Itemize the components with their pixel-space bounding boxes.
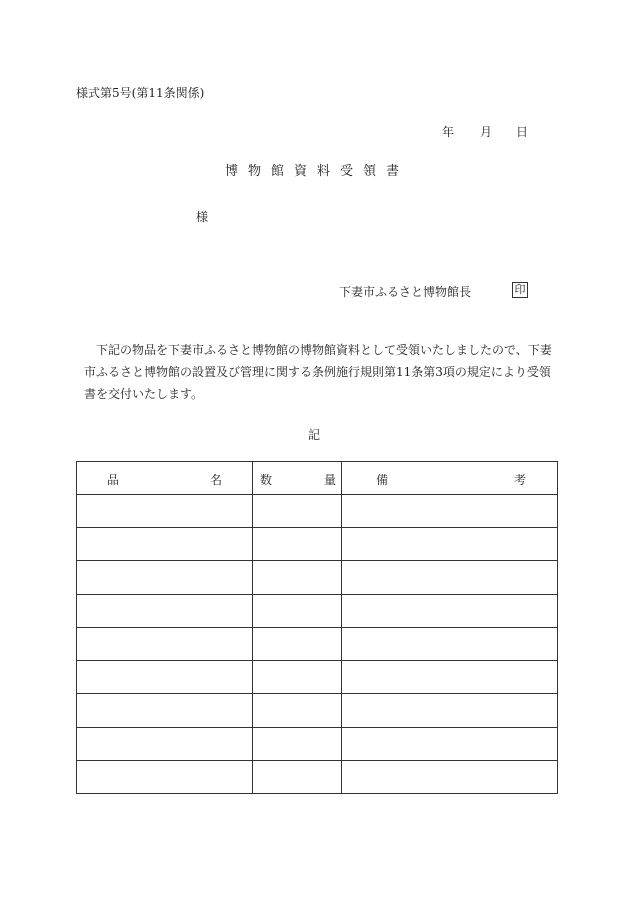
issuer-name: 下妻市ふるさと博物館長 [339, 285, 472, 299]
remarks-cell [342, 528, 558, 561]
title-char: 領 [363, 164, 377, 179]
date-day-label: 日 [516, 125, 529, 139]
table-row [77, 495, 558, 528]
item-name-cell [77, 627, 253, 660]
table-row [77, 694, 558, 727]
remarks-cell [342, 495, 558, 528]
table-header-row [77, 462, 558, 495]
quantity-cell [253, 561, 342, 594]
remarks-cell [342, 594, 558, 627]
quantity-cell [253, 528, 342, 561]
items-table [76, 461, 558, 794]
quantity-cell [253, 727, 342, 760]
title-char: 受 [340, 164, 354, 179]
remarks-cell [342, 694, 558, 727]
table-row [77, 727, 558, 760]
item-name-cell [77, 760, 253, 793]
header-remarks: 備 考 [342, 462, 558, 495]
table-row [77, 627, 558, 660]
title-char: 館 [271, 164, 285, 179]
table-row [77, 594, 558, 627]
title-char: 博 [225, 164, 239, 179]
quantity-cell [253, 627, 342, 660]
seal-mark: 印 [512, 282, 528, 298]
item-name-cell [77, 727, 253, 760]
quantity-cell [253, 661, 342, 694]
body-paragraph [84, 339, 564, 405]
item-name-cell [77, 594, 253, 627]
title-char: 料 [317, 164, 331, 179]
date-month-label: 月 [480, 125, 493, 139]
table-row [77, 528, 558, 561]
item-name-cell [77, 561, 253, 594]
header-item-name: 品 名 [77, 462, 253, 495]
date-year-label: 年 [442, 125, 455, 139]
quantity-cell [253, 594, 342, 627]
body-line: 書を交付いたします。 [84, 387, 204, 401]
remarks-cell [342, 760, 558, 793]
item-name-cell [77, 661, 253, 694]
title-char: 物 [248, 164, 262, 179]
item-name-cell [77, 694, 253, 727]
item-name-cell [77, 528, 253, 561]
form-number: 様式第5号(第11条関係) [76, 86, 205, 100]
table-row [77, 760, 558, 793]
remarks-cell [342, 727, 558, 760]
quantity-cell [253, 694, 342, 727]
quantity-cell [253, 495, 342, 528]
remarks-cell [342, 627, 558, 660]
ki-label: 記 [308, 428, 321, 442]
recipient-honorific: 様 [196, 210, 209, 224]
item-name-cell [77, 495, 253, 528]
quantity-cell [253, 760, 342, 793]
remarks-cell [342, 561, 558, 594]
table-row [77, 561, 558, 594]
table-row [77, 661, 558, 694]
title-char: 資 [294, 164, 308, 179]
title-char: 書 [386, 164, 400, 179]
header-quantity: 数 量 [253, 462, 342, 495]
remarks-cell [342, 661, 558, 694]
body-line: 下記の物品を下妻市ふるさと博物館の博物館資料として受領いたしましたので、下妻 [84, 343, 552, 357]
body-line: 市ふるさと博物館の設置及び管理に関する条例施行規則第11条第3項の規定により受領 [84, 365, 551, 379]
